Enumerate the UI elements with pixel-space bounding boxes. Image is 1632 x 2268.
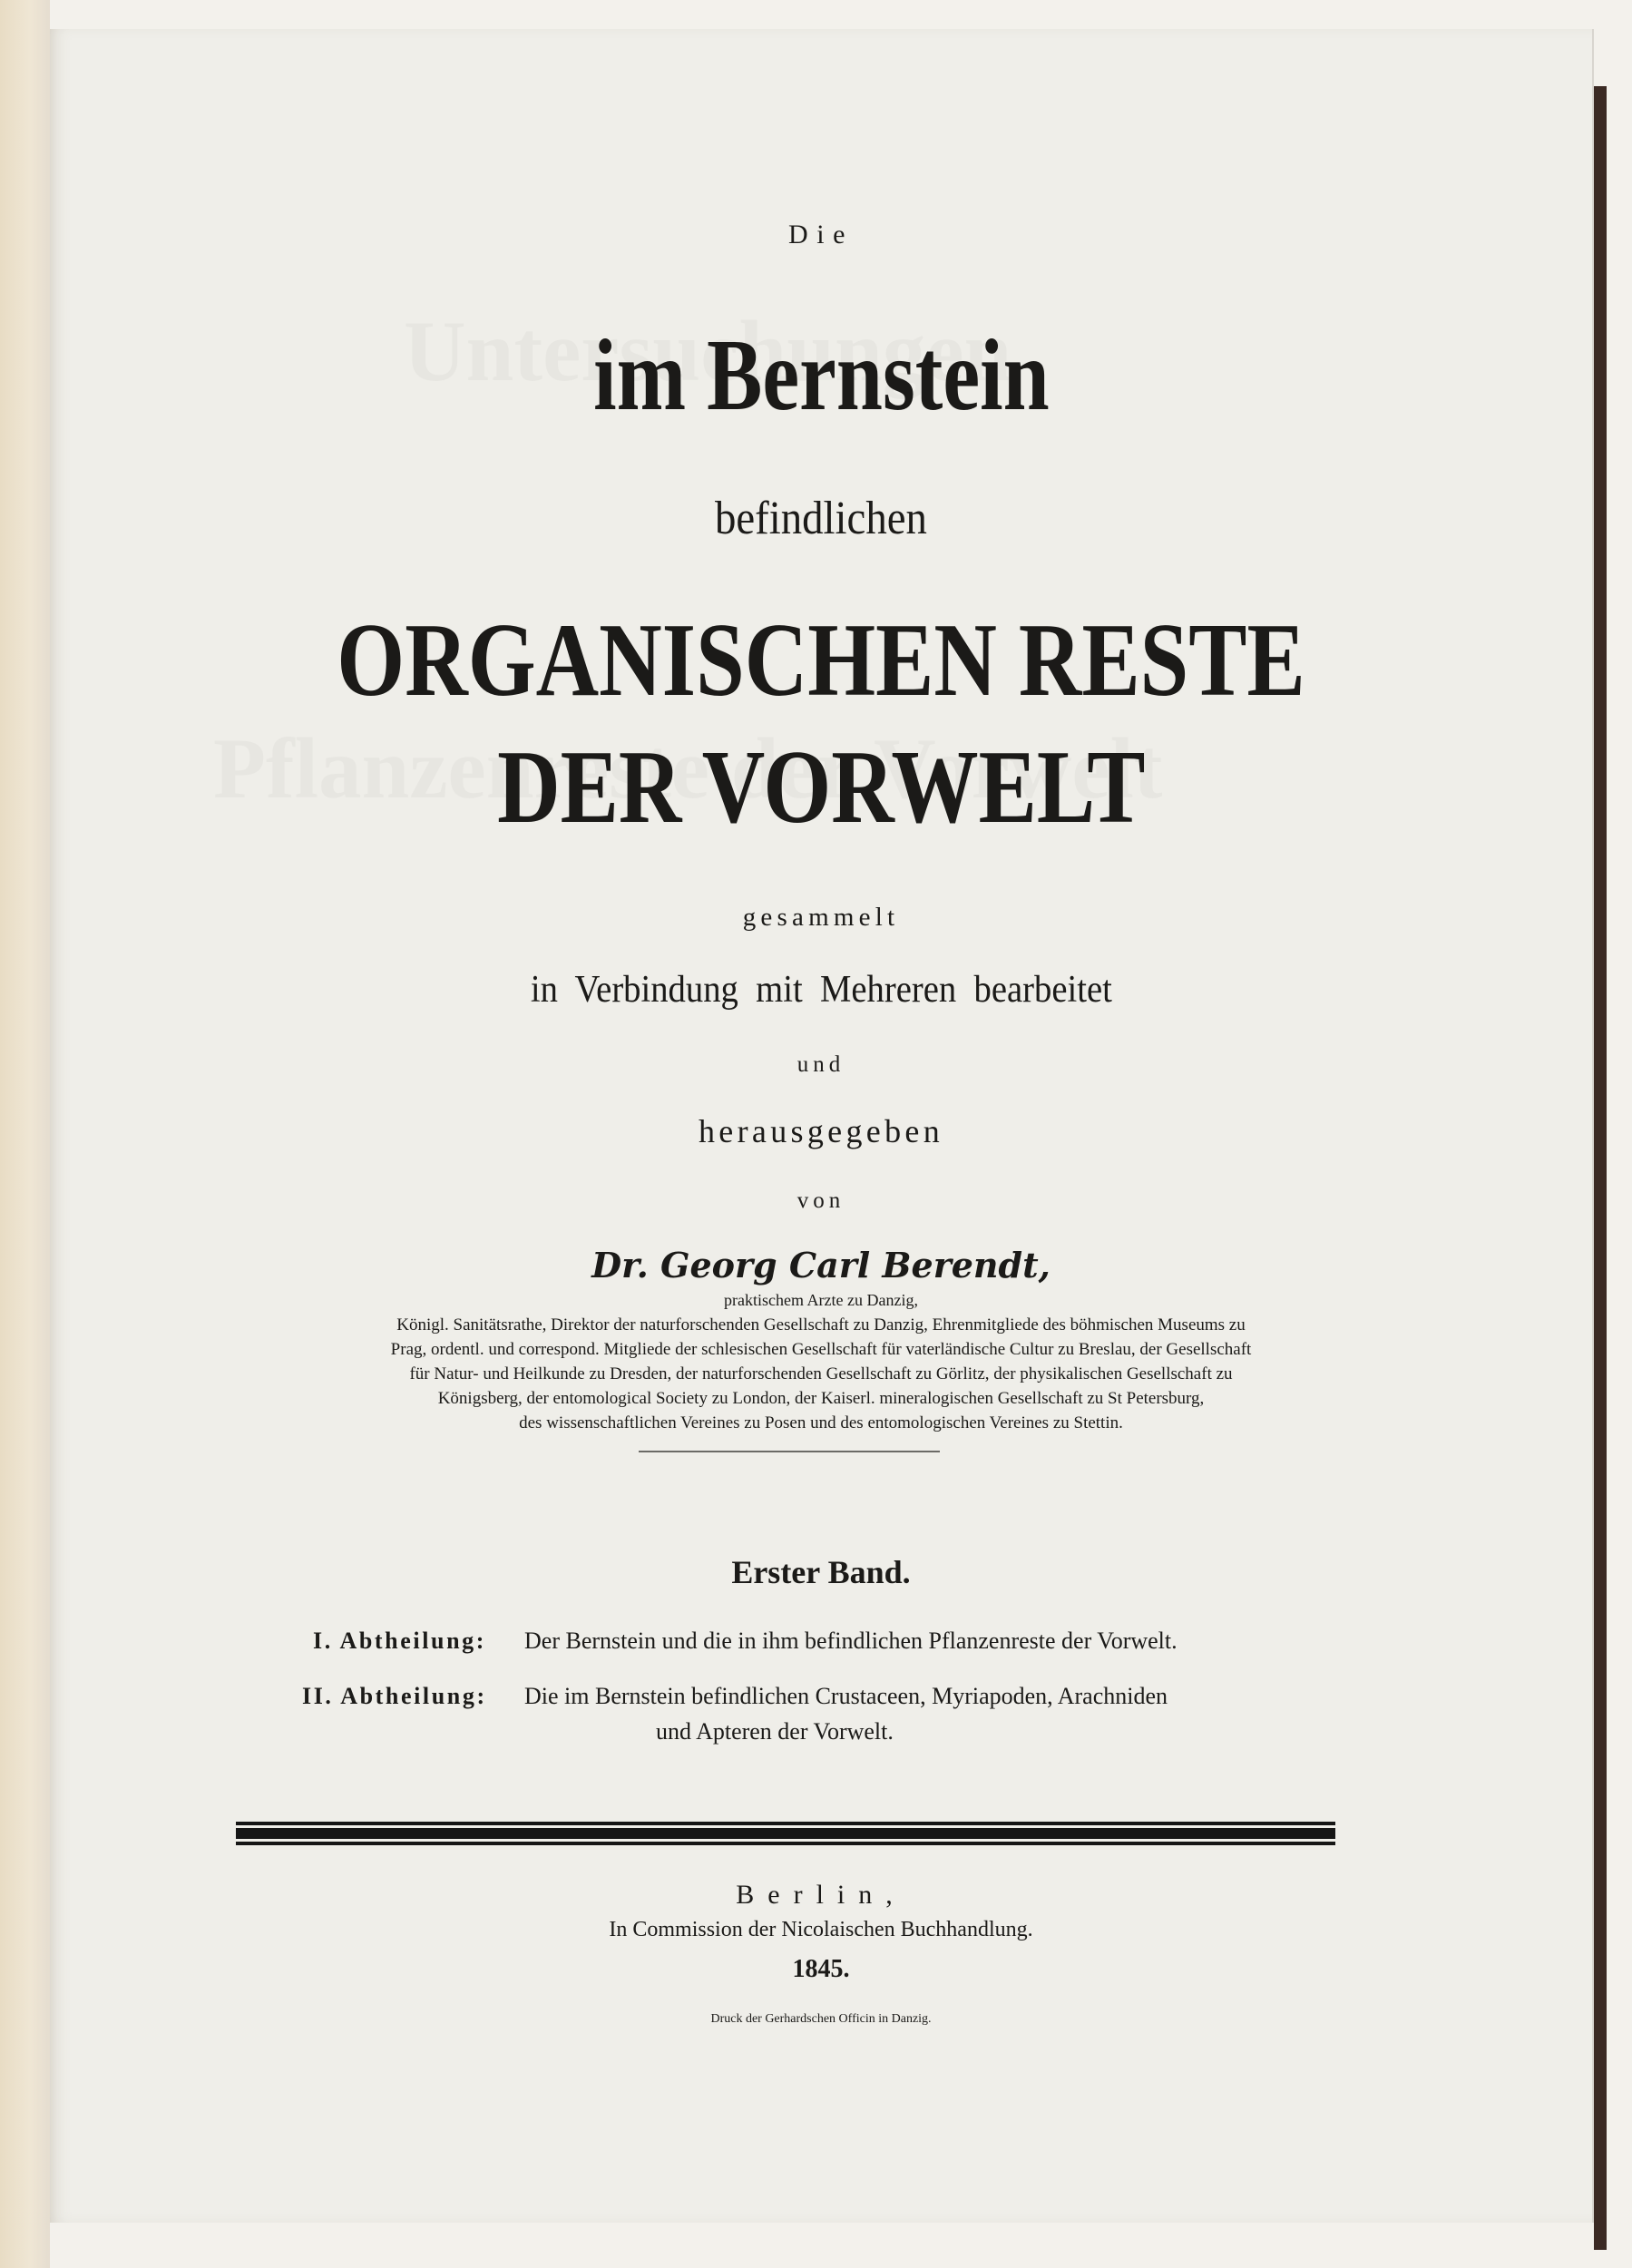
place-of-publication: Berlin, [736,1880,906,1910]
ornamental-rule [236,1822,1335,1848]
und: und [796,1052,845,1077]
publisher-line: In Commission der Nicolaischen Buchhandlung. [609,1918,1033,1941]
abtheilung-2-text: Die im Bernstein befindlichen Crustaceen, Myriapoden, Arachniden [524,1683,1168,1709]
abtheilung-1-text: Der Bernstein und die in ihm befindlichen Pflanzenreste der Vorwelt. [524,1628,1178,1654]
short-divider [639,1451,940,1452]
volume-title: Erster Band. [731,1554,911,1590]
big-title-line1-wrap [50,601,1592,721]
credentials-line: praktischem Arzte zu Danzig, [724,1291,918,1309]
subtitle-befindlichen-wrap [50,492,1592,545]
abtheilung-2-label: II. Abtheilung: [302,1683,487,1709]
book-spine-edge [0,0,50,2268]
abtheilung-2-text-cont: und Apteren der Vorwelt. [656,1718,894,1745]
author-name: Dr. Georg Carl Berendt, [591,1245,1051,1286]
credentials-line: Königl. Sanitätsrathe, Direktor der naturforschenden Gesellschaft zu Danzig, Ehrenmitgliede des böhmischen Museums zu [396,1315,1246,1334]
printer-line: Druck der Gerhardschen Officin in Danzig. [710,2012,932,2026]
big-title-line1: ORGANISCHEN RESTE [337,602,1305,719]
subtitle-befindlichen: befindlichen [715,493,927,544]
credentials-line: für Natur- und Heilkunde zu Dresden, der naturforschenden Gesellschaft zu Görlitz, der physikalischen Gesellschaft zu [409,1364,1233,1383]
gesammelt: gesammelt [742,903,900,932]
big-title-line2-wrap [50,728,1592,848]
publication-year: 1845. [792,1955,850,1983]
abtheilung-1-label: I. Abtheilung: [313,1628,487,1654]
title-die: Die [787,220,855,249]
herausgegeben: herausgegeben [698,1113,944,1149]
verbindung-line: in Verbindung mit Mehreren bearbeitet [530,969,1112,1011]
big-title-line2: DER VORWELT [496,729,1146,846]
von: von [796,1188,845,1213]
title-page [50,29,1594,2223]
verbindung-wrap [50,968,1592,1012]
book-cover-edge [1594,86,1607,2250]
main-title: im Bernstein [592,319,1050,432]
credentials-line: Königsberg, der entomological Society zu London, der Kaiserl. mineralogischen Gesellschaft zu St Petersburg, [437,1389,1205,1408]
main-title-wrap [50,318,1592,435]
credentials-line: Prag, ordentl. und correspond. Mitgliede der schlesischen Gesellschaft für vaterländische Cultur zu Breslau, der Gesellschaft [390,1340,1252,1359]
credentials-line: des wissenschaftlichen Vereines zu Posen und des entomologischen Vereines zu Stettin. [519,1413,1123,1432]
